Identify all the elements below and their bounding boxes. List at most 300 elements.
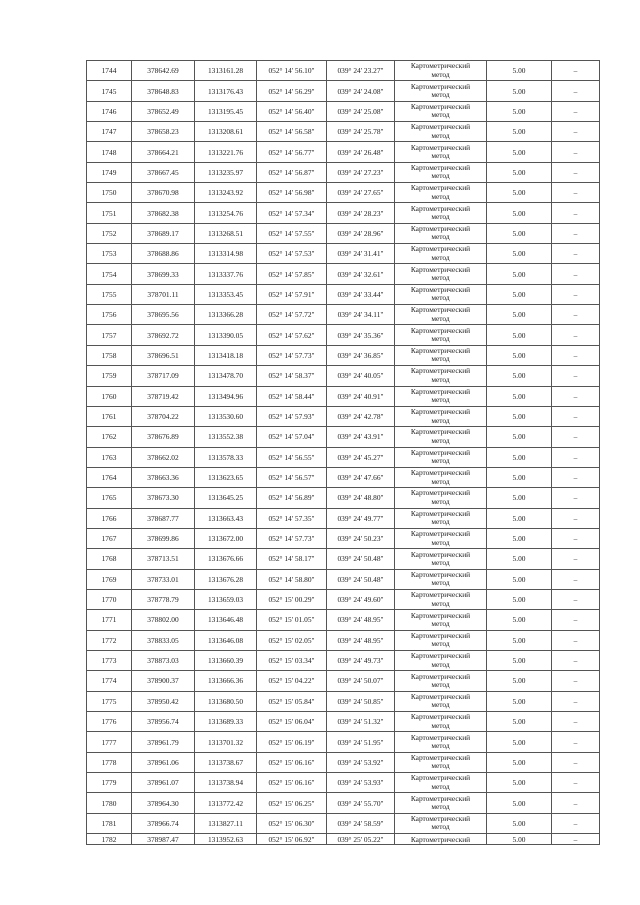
longitude-cell: 039° 24' 23.27" bbox=[327, 61, 395, 81]
precision-cell: 5.00 bbox=[487, 61, 552, 81]
method-line-2: метод bbox=[431, 395, 450, 405]
longitude-cell: 039° 24' 40.05" bbox=[327, 366, 395, 386]
table-row bbox=[87, 671, 600, 691]
y-coordinate-cell: 1313680.50 bbox=[195, 691, 257, 711]
point-number-cell: 1774 bbox=[87, 671, 132, 691]
point-number-cell: 1777 bbox=[87, 732, 132, 752]
method-cell bbox=[395, 467, 487, 487]
method-line-1: Картометрический bbox=[410, 691, 471, 701]
y-coordinate-cell: 1313161.28 bbox=[195, 61, 257, 81]
y-coordinate-cell: 1313676.28 bbox=[195, 569, 257, 589]
precision-cell: 5.00 bbox=[487, 223, 552, 243]
table-row bbox=[87, 101, 600, 121]
longitude-cell: 039° 24' 36.85" bbox=[327, 345, 395, 365]
table-row bbox=[87, 488, 600, 508]
x-coordinate-cell: 378699.86 bbox=[132, 528, 195, 548]
point-number-cell: 1781 bbox=[87, 813, 132, 833]
table-row bbox=[87, 183, 600, 203]
method-line-1: Картометрический bbox=[410, 834, 471, 844]
method-cell bbox=[395, 61, 487, 81]
y-coordinate-cell: 1313676.66 bbox=[195, 549, 257, 569]
x-coordinate-cell: 378733.01 bbox=[132, 569, 195, 589]
precision-cell: 5.00 bbox=[487, 203, 552, 223]
description-cell: – bbox=[552, 284, 600, 304]
method-line-1: Картометрический bbox=[410, 529, 471, 539]
precision-cell: 5.00 bbox=[487, 406, 552, 426]
y-coordinate-cell: 1313701.32 bbox=[195, 732, 257, 752]
x-coordinate-cell: 378719.42 bbox=[132, 386, 195, 406]
method-cell bbox=[395, 203, 487, 223]
latitude-cell: 052° 14' 57.73" bbox=[257, 528, 327, 548]
x-coordinate-cell: 378667.45 bbox=[132, 162, 195, 182]
latitude-cell: 052° 14' 56.58" bbox=[257, 122, 327, 142]
table-row bbox=[87, 569, 600, 589]
latitude-cell: 052° 14' 57.73" bbox=[257, 345, 327, 365]
method-cell bbox=[395, 142, 487, 162]
description-cell: – bbox=[552, 244, 600, 264]
longitude-cell: 039° 24' 53.93" bbox=[327, 773, 395, 793]
method-line-2: метод bbox=[431, 476, 450, 486]
y-coordinate-cell: 1313243.92 bbox=[195, 183, 257, 203]
table-body bbox=[87, 61, 600, 845]
description-cell: – bbox=[552, 427, 600, 447]
method-cell bbox=[395, 528, 487, 548]
y-coordinate-cell: 1313268.51 bbox=[195, 223, 257, 243]
x-coordinate-cell: 378696.51 bbox=[132, 345, 195, 365]
method-cell bbox=[395, 244, 487, 264]
point-number-cell: 1759 bbox=[87, 366, 132, 386]
table-row bbox=[87, 549, 600, 569]
point-number-cell: 1746 bbox=[87, 101, 132, 121]
precision-cell: 5.00 bbox=[487, 325, 552, 345]
table-row bbox=[87, 793, 600, 813]
point-number-cell: 1754 bbox=[87, 264, 132, 284]
precision-cell: 5.00 bbox=[487, 528, 552, 548]
method-line-1: Картометрический bbox=[410, 427, 471, 437]
latitude-cell: 052° 14' 56.89" bbox=[257, 488, 327, 508]
table-row bbox=[87, 345, 600, 365]
latitude-cell: 052° 14' 58.17" bbox=[257, 549, 327, 569]
latitude-cell: 052° 14' 58.44" bbox=[257, 386, 327, 406]
method-cell bbox=[395, 793, 487, 813]
method-cell bbox=[395, 122, 487, 142]
y-coordinate-cell: 1313646.48 bbox=[195, 610, 257, 630]
y-coordinate-cell: 1313623.65 bbox=[195, 467, 257, 487]
method-cell bbox=[395, 569, 487, 589]
y-coordinate-cell: 1313672.00 bbox=[195, 528, 257, 548]
latitude-cell: 052° 15' 02.05" bbox=[257, 630, 327, 650]
precision-cell: 5.00 bbox=[487, 101, 552, 121]
table-row bbox=[87, 691, 600, 711]
precision-cell: 5.00 bbox=[487, 142, 552, 162]
x-coordinate-cell: 378833.05 bbox=[132, 630, 195, 650]
table-row bbox=[87, 61, 600, 81]
longitude-cell: 039° 24' 51.32" bbox=[327, 712, 395, 732]
point-number-cell: 1760 bbox=[87, 386, 132, 406]
precision-cell: 5.00 bbox=[487, 712, 552, 732]
table-row bbox=[87, 366, 600, 386]
coordinates-table bbox=[86, 60, 600, 845]
latitude-cell: 052° 14' 57.85" bbox=[257, 264, 327, 284]
point-number-cell: 1748 bbox=[87, 142, 132, 162]
method-line-2: метод bbox=[431, 110, 450, 120]
method-cell bbox=[395, 773, 487, 793]
method-cell bbox=[395, 325, 487, 345]
method-line-2: метод bbox=[431, 69, 450, 79]
longitude-cell: 039° 24' 27.23" bbox=[327, 162, 395, 182]
longitude-cell: 039° 24' 33.44" bbox=[327, 284, 395, 304]
longitude-cell: 039° 24' 45.27" bbox=[327, 447, 395, 467]
method-line-1: Картометрический bbox=[410, 122, 471, 132]
point-number-cell: 1747 bbox=[87, 122, 132, 142]
x-coordinate-cell: 378802.00 bbox=[132, 610, 195, 630]
table-row bbox=[87, 773, 600, 793]
precision-cell: 5.00 bbox=[487, 345, 552, 365]
longitude-cell: 039° 24' 27.65" bbox=[327, 183, 395, 203]
latitude-cell: 052° 14' 56.57" bbox=[257, 467, 327, 487]
table-row bbox=[87, 223, 600, 243]
method-line-1: Картометрический bbox=[410, 101, 471, 111]
method-line-1: Картометрический bbox=[410, 447, 471, 457]
description-cell: – bbox=[552, 793, 600, 813]
longitude-cell: 039° 24' 48.95" bbox=[327, 610, 395, 630]
y-coordinate-cell: 1313660.39 bbox=[195, 650, 257, 670]
point-number-cell: 1757 bbox=[87, 325, 132, 345]
x-coordinate-cell: 378687.77 bbox=[132, 508, 195, 528]
y-coordinate-cell: 1313578.33 bbox=[195, 447, 257, 467]
description-cell: – bbox=[552, 366, 600, 386]
description-cell: – bbox=[552, 203, 600, 223]
longitude-cell: 039° 24' 50.07" bbox=[327, 671, 395, 691]
longitude-cell: 039° 24' 42.78" bbox=[327, 406, 395, 426]
description-cell: – bbox=[552, 122, 600, 142]
point-number-cell: 1762 bbox=[87, 427, 132, 447]
method-line-2: метод bbox=[431, 618, 450, 628]
method-line-2: метод bbox=[431, 761, 450, 771]
method-line-1: Картометрический bbox=[410, 651, 471, 661]
description-cell: – bbox=[552, 223, 600, 243]
x-coordinate-cell: 378648.83 bbox=[132, 81, 195, 101]
method-line-1: Картометрический bbox=[410, 549, 471, 559]
method-cell bbox=[395, 101, 487, 121]
longitude-cell: 039° 24' 55.70" bbox=[327, 793, 395, 813]
table-row bbox=[87, 142, 600, 162]
y-coordinate-cell: 1313952.63 bbox=[195, 834, 257, 845]
x-coordinate-cell: 378873.03 bbox=[132, 650, 195, 670]
y-coordinate-cell: 1313645.25 bbox=[195, 488, 257, 508]
point-number-cell: 1775 bbox=[87, 691, 132, 711]
method-line-1: Картометрический bbox=[410, 61, 471, 71]
latitude-cell: 052° 15' 03.34" bbox=[257, 650, 327, 670]
latitude-cell: 052° 14' 56.55" bbox=[257, 447, 327, 467]
y-coordinate-cell: 1313827.11 bbox=[195, 813, 257, 833]
y-coordinate-cell: 1313337.76 bbox=[195, 264, 257, 284]
method-line-2: метод bbox=[431, 232, 450, 242]
x-coordinate-cell: 378689.17 bbox=[132, 223, 195, 243]
precision-cell: 5.00 bbox=[487, 549, 552, 569]
table-row bbox=[87, 447, 600, 467]
x-coordinate-cell: 378713.51 bbox=[132, 549, 195, 569]
method-line-1: Картометрический bbox=[410, 366, 471, 376]
y-coordinate-cell: 1313772.42 bbox=[195, 793, 257, 813]
method-line-2: метод bbox=[431, 802, 450, 812]
method-line-2: метод bbox=[431, 212, 450, 222]
precision-cell: 5.00 bbox=[487, 386, 552, 406]
method-line-2: метод bbox=[431, 679, 450, 689]
description-cell: – bbox=[552, 549, 600, 569]
method-line-1: Картометрический bbox=[410, 488, 471, 498]
method-line-1: Картометрический bbox=[410, 468, 471, 478]
precision-cell: 5.00 bbox=[487, 122, 552, 142]
precision-cell: 5.00 bbox=[487, 834, 552, 845]
table-row bbox=[87, 528, 600, 548]
description-cell: – bbox=[552, 264, 600, 284]
description-cell: – bbox=[552, 488, 600, 508]
point-number-cell: 1749 bbox=[87, 162, 132, 182]
method-cell bbox=[395, 386, 487, 406]
method-line-1: Картометрический bbox=[410, 203, 471, 213]
method-cell bbox=[395, 162, 487, 182]
method-line-1: Картометрический bbox=[410, 346, 471, 356]
method-line-1: Картометрический bbox=[410, 81, 471, 91]
x-coordinate-cell: 378987.47 bbox=[132, 834, 195, 845]
description-cell: – bbox=[552, 528, 600, 548]
longitude-cell: 039° 24' 24.08" bbox=[327, 81, 395, 101]
latitude-cell: 052° 15' 04.22" bbox=[257, 671, 327, 691]
latitude-cell: 052° 14' 56.10" bbox=[257, 61, 327, 81]
point-number-cell: 1780 bbox=[87, 793, 132, 813]
precision-cell: 5.00 bbox=[487, 162, 552, 182]
longitude-cell: 039° 24' 32.61" bbox=[327, 264, 395, 284]
latitude-cell: 052° 14' 57.93" bbox=[257, 406, 327, 426]
point-number-cell: 1766 bbox=[87, 508, 132, 528]
method-line-1: Картометрический bbox=[410, 305, 471, 315]
description-cell: – bbox=[552, 671, 600, 691]
method-line-1: Картометрический bbox=[410, 813, 471, 823]
method-line-2: метод bbox=[431, 456, 450, 466]
x-coordinate-cell: 378966.74 bbox=[132, 813, 195, 833]
x-coordinate-cell: 378950.42 bbox=[132, 691, 195, 711]
table-row bbox=[87, 406, 600, 426]
method-line-2: метод bbox=[431, 354, 450, 364]
method-line-1: Картометрический bbox=[410, 325, 471, 335]
y-coordinate-cell: 1313478.70 bbox=[195, 366, 257, 386]
method-line-1: Картометрический bbox=[410, 732, 471, 742]
description-cell: – bbox=[552, 81, 600, 101]
latitude-cell: 052° 15' 06.04" bbox=[257, 712, 327, 732]
y-coordinate-cell: 1313738.67 bbox=[195, 752, 257, 772]
method-cell bbox=[395, 589, 487, 609]
latitude-cell: 052° 14' 57.04" bbox=[257, 427, 327, 447]
description-cell: – bbox=[552, 508, 600, 528]
method-line-1: Картометрический bbox=[410, 752, 471, 762]
precision-cell: 5.00 bbox=[487, 671, 552, 691]
longitude-cell: 039° 24' 49.77" bbox=[327, 508, 395, 528]
x-coordinate-cell: 378699.33 bbox=[132, 264, 195, 284]
x-coordinate-cell: 378688.86 bbox=[132, 244, 195, 264]
y-coordinate-cell: 1313663.43 bbox=[195, 508, 257, 528]
point-number-cell: 1771 bbox=[87, 610, 132, 630]
precision-cell: 5.00 bbox=[487, 264, 552, 284]
table-row bbox=[87, 467, 600, 487]
x-coordinate-cell: 378900.37 bbox=[132, 671, 195, 691]
method-cell bbox=[395, 81, 487, 101]
method-line-2: метод bbox=[431, 537, 450, 547]
method-cell bbox=[395, 610, 487, 630]
method-line-1: Картометрический bbox=[410, 264, 471, 274]
precision-cell: 5.00 bbox=[487, 752, 552, 772]
latitude-cell: 052° 14' 56.29" bbox=[257, 81, 327, 101]
method-cell bbox=[395, 650, 487, 670]
method-cell bbox=[395, 549, 487, 569]
x-coordinate-cell: 378695.56 bbox=[132, 305, 195, 325]
method-line-2: метод bbox=[431, 130, 450, 140]
table-row bbox=[87, 589, 600, 609]
description-cell: – bbox=[552, 834, 600, 845]
y-coordinate-cell: 1313530.60 bbox=[195, 406, 257, 426]
precision-cell: 5.00 bbox=[487, 183, 552, 203]
method-cell bbox=[395, 671, 487, 691]
latitude-cell: 052° 15' 06.30" bbox=[257, 813, 327, 833]
point-number-cell: 1756 bbox=[87, 305, 132, 325]
longitude-cell: 039° 24' 28.23" bbox=[327, 203, 395, 223]
table-row bbox=[87, 834, 600, 845]
latitude-cell: 052° 14' 57.72" bbox=[257, 305, 327, 325]
precision-cell: 5.00 bbox=[487, 244, 552, 264]
latitude-cell: 052° 15' 06.16" bbox=[257, 773, 327, 793]
x-coordinate-cell: 378658.23 bbox=[132, 122, 195, 142]
latitude-cell: 052° 14' 57.62" bbox=[257, 325, 327, 345]
method-line-2: метод bbox=[431, 822, 450, 832]
method-cell bbox=[395, 691, 487, 711]
point-number-cell: 1758 bbox=[87, 345, 132, 365]
table-row bbox=[87, 610, 600, 630]
precision-cell: 5.00 bbox=[487, 284, 552, 304]
method-line-1: Картометрический bbox=[410, 244, 471, 254]
table-row bbox=[87, 732, 600, 752]
latitude-cell: 052° 15' 06.16" bbox=[257, 752, 327, 772]
precision-cell: 5.00 bbox=[487, 773, 552, 793]
precision-cell: 5.00 bbox=[487, 81, 552, 101]
y-coordinate-cell: 1313738.94 bbox=[195, 773, 257, 793]
method-line-1: Картометрический bbox=[410, 773, 471, 783]
method-cell bbox=[395, 223, 487, 243]
longitude-cell: 039° 24' 48.80" bbox=[327, 488, 395, 508]
latitude-cell: 052° 14' 57.55" bbox=[257, 223, 327, 243]
precision-cell: 5.00 bbox=[487, 488, 552, 508]
point-number-cell: 1782 bbox=[87, 834, 132, 845]
method-line-2: метод bbox=[431, 741, 450, 751]
longitude-cell: 039° 24' 43.91" bbox=[327, 427, 395, 447]
description-cell: – bbox=[552, 630, 600, 650]
longitude-cell: 039° 24' 40.91" bbox=[327, 386, 395, 406]
point-number-cell: 1776 bbox=[87, 712, 132, 732]
method-line-2: метод bbox=[431, 191, 450, 201]
x-coordinate-cell: 378673.30 bbox=[132, 488, 195, 508]
y-coordinate-cell: 1313689.33 bbox=[195, 712, 257, 732]
method-cell bbox=[395, 284, 487, 304]
precision-cell: 5.00 bbox=[487, 305, 552, 325]
longitude-cell: 039° 24' 28.96" bbox=[327, 223, 395, 243]
method-line-2: метод bbox=[431, 334, 450, 344]
method-cell bbox=[395, 752, 487, 772]
description-cell: – bbox=[552, 610, 600, 630]
method-cell bbox=[395, 406, 487, 426]
precision-cell: 5.00 bbox=[487, 447, 552, 467]
method-line-1: Картометрический bbox=[410, 285, 471, 295]
description-cell: – bbox=[552, 325, 600, 345]
latitude-cell: 052° 15' 06.19" bbox=[257, 732, 327, 752]
method-cell bbox=[395, 183, 487, 203]
point-number-cell: 1778 bbox=[87, 752, 132, 772]
method-line-2: метод bbox=[431, 90, 450, 100]
table-row bbox=[87, 427, 600, 447]
x-coordinate-cell: 378662.02 bbox=[132, 447, 195, 467]
longitude-cell: 039° 24' 35.36" bbox=[327, 325, 395, 345]
precision-cell: 5.00 bbox=[487, 589, 552, 609]
method-cell bbox=[395, 264, 487, 284]
y-coordinate-cell: 1313390.05 bbox=[195, 325, 257, 345]
description-cell: – bbox=[552, 345, 600, 365]
latitude-cell: 052° 14' 56.87" bbox=[257, 162, 327, 182]
y-coordinate-cell: 1313208.61 bbox=[195, 122, 257, 142]
precision-cell: 5.00 bbox=[487, 508, 552, 528]
precision-cell: 5.00 bbox=[487, 630, 552, 650]
method-line-1: Картометрический bbox=[410, 630, 471, 640]
point-number-cell: 1779 bbox=[87, 773, 132, 793]
precision-cell: 5.00 bbox=[487, 793, 552, 813]
method-line-1: Картометрический bbox=[410, 671, 471, 681]
y-coordinate-cell: 1313353.45 bbox=[195, 284, 257, 304]
point-number-cell: 1765 bbox=[87, 488, 132, 508]
point-number-cell: 1768 bbox=[87, 549, 132, 569]
latitude-cell: 052° 15' 06.25" bbox=[257, 793, 327, 813]
method-cell bbox=[395, 732, 487, 752]
description-cell: – bbox=[552, 732, 600, 752]
point-number-cell: 1753 bbox=[87, 244, 132, 264]
x-coordinate-cell: 378664.21 bbox=[132, 142, 195, 162]
latitude-cell: 052° 15' 06.92" bbox=[257, 834, 327, 845]
point-number-cell: 1767 bbox=[87, 528, 132, 548]
latitude-cell: 052° 14' 57.53" bbox=[257, 244, 327, 264]
method-line-1: Картометрический bbox=[410, 224, 471, 234]
method-line-2: метод bbox=[431, 659, 450, 669]
y-coordinate-cell: 1313254.76 bbox=[195, 203, 257, 223]
precision-cell: 5.00 bbox=[487, 427, 552, 447]
latitude-cell: 052° 14' 57.91" bbox=[257, 284, 327, 304]
table-row bbox=[87, 264, 600, 284]
method-line-2: метод bbox=[431, 496, 450, 506]
table-row bbox=[87, 813, 600, 833]
point-number-cell: 1751 bbox=[87, 203, 132, 223]
description-cell: – bbox=[552, 691, 600, 711]
point-number-cell: 1773 bbox=[87, 650, 132, 670]
description-cell: – bbox=[552, 752, 600, 772]
longitude-cell: 039° 24' 25.08" bbox=[327, 101, 395, 121]
precision-cell: 5.00 bbox=[487, 691, 552, 711]
method-line-2: метод bbox=[431, 313, 450, 323]
y-coordinate-cell: 1313366.28 bbox=[195, 305, 257, 325]
x-coordinate-cell: 378961.79 bbox=[132, 732, 195, 752]
longitude-cell: 039° 24' 31.41" bbox=[327, 244, 395, 264]
method-line-1: Картометрический bbox=[410, 142, 471, 152]
table-row bbox=[87, 244, 600, 264]
method-cell bbox=[395, 630, 487, 650]
point-number-cell: 1745 bbox=[87, 81, 132, 101]
x-coordinate-cell: 378701.11 bbox=[132, 284, 195, 304]
method-cell bbox=[395, 488, 487, 508]
precision-cell: 5.00 bbox=[487, 610, 552, 630]
